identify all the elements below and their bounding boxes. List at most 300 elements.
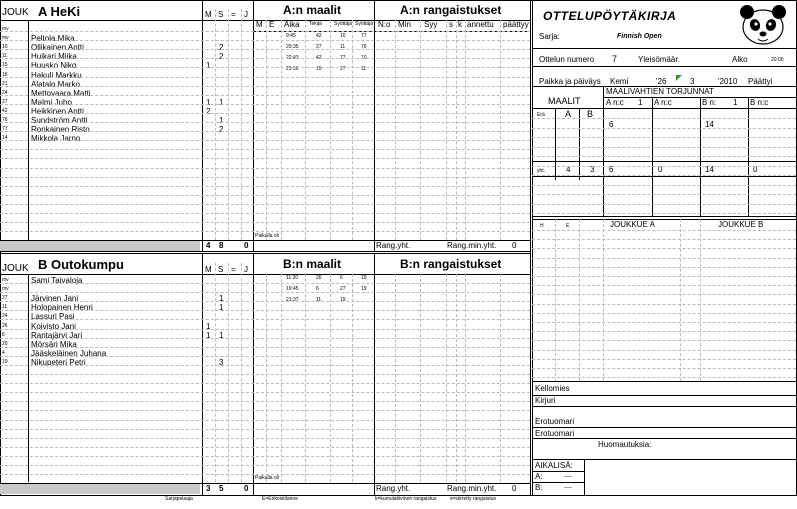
- grid-line: [532, 219, 796, 220]
- grid-line: [0, 58, 530, 59]
- grid-line: [500, 274, 501, 482]
- goal-assist-2: 10: [361, 55, 367, 61]
- timeout-a-value: ----: [564, 474, 572, 480]
- grid-line: [0, 338, 530, 339]
- grid-line: [532, 395, 796, 396]
- player-number: 26: [2, 322, 8, 329]
- goalie-a2-label: A n:c: [654, 98, 672, 107]
- player-number: 4: [2, 349, 5, 356]
- player-assists: 1: [219, 116, 224, 125]
- grid-line: [532, 204, 796, 205]
- grid-line: [28, 274, 29, 482]
- player-number: 10: [2, 44, 8, 51]
- grid-line: [700, 219, 701, 381]
- grid-line: [0, 356, 530, 357]
- goal-col-header: Syöttäjä: [355, 21, 374, 27]
- grid-line: [0, 483, 200, 494]
- grid-line: [0, 31, 530, 32]
- grid-line: [395, 274, 396, 482]
- goalie-b2-label: B n:c: [750, 98, 769, 107]
- goal-time: 21:37: [286, 297, 299, 303]
- player-number: mv: [2, 35, 9, 42]
- grid-line: [0, 168, 530, 169]
- player-number: 20: [2, 340, 8, 347]
- team-a-rang-min-val: 0: [512, 241, 517, 250]
- referee2-label: Erotuomari: [535, 429, 575, 438]
- team-b-hdr-m: M: [205, 265, 212, 274]
- grid-line: [0, 113, 530, 114]
- player-number: 77: [2, 126, 8, 133]
- grid-line: [0, 347, 530, 348]
- player-assists: 2: [219, 52, 224, 62]
- player-assists: 1: [219, 97, 224, 107]
- grid-line: [0, 231, 530, 232]
- grid-line: [0, 104, 530, 105]
- pen-col-header: N:o: [378, 20, 391, 29]
- date-year: '2010: [718, 77, 738, 86]
- goal-scorer: 27: [316, 44, 322, 50]
- grid-line: [456, 274, 457, 482]
- player-name: Rantajärvi Jari: [31, 330, 83, 340]
- total-a1-saves: 6: [609, 165, 614, 174]
- player-name: Ronkainen Risto: [31, 125, 90, 135]
- grid-line: [0, 49, 530, 50]
- player-number: 16: [2, 71, 8, 78]
- player-name: Järvinen Jani: [31, 294, 79, 304]
- place-date-label: Paikka ja päiväys: [539, 77, 601, 86]
- grid-line: [0, 20, 530, 21]
- player-name: Lassuri Pasi: [31, 312, 75, 322]
- grid-line: [330, 20, 331, 240]
- player-assists: 2: [219, 125, 224, 135]
- grid-line: [0, 429, 530, 430]
- goalie-a1-label: A n:c: [606, 98, 624, 107]
- player-name: Heikkinen Antti: [31, 106, 84, 116]
- grid-line: [281, 20, 282, 240]
- goal-assist-2: 19: [361, 286, 367, 292]
- grid-line: [532, 406, 796, 407]
- timeout-label: AIKALISÄ:: [535, 461, 573, 470]
- grid-line: [579, 219, 580, 381]
- player-name: Mikkola Jarno: [31, 134, 81, 144]
- team-a-total-s: 8: [219, 241, 224, 250]
- comment-flag-icon: [676, 75, 682, 81]
- grid-line: [395, 20, 396, 240]
- lineup-col-h: H: [540, 223, 544, 229]
- grid-line: [0, 240, 200, 251]
- grid-line: [0, 149, 530, 150]
- grid-line: [532, 331, 796, 332]
- grid-line: [0, 222, 530, 223]
- timeout-a-label: A:: [535, 472, 543, 481]
- grid-line: [532, 161, 796, 162]
- goal-col-header: E: [269, 20, 275, 29]
- footer-note-3: k=kumulatiivinen rangaistus: [375, 496, 437, 502]
- pen-col-header: Min: [398, 20, 411, 29]
- goal-time: 20:35: [286, 44, 299, 50]
- grid-line: [532, 166, 796, 167]
- footer-note-1: Sarjapelaaja: [165, 496, 193, 502]
- grid-line: [532, 368, 796, 369]
- total-goals-a: 4: [566, 165, 571, 174]
- total-goals-b: 3: [590, 165, 595, 174]
- grid-line: [532, 471, 584, 472]
- footer-note-2: E=Erikoistilanne: [262, 496, 298, 502]
- grid-line: [0, 495, 797, 496]
- grid-line: [28, 20, 29, 240]
- grid-line: [465, 274, 466, 482]
- team-a-name: A HeKi: [38, 4, 81, 19]
- player-goals: 2: [206, 106, 211, 116]
- player-name: Koivisto Jani: [31, 321, 76, 331]
- goal-scorer: 42: [316, 55, 322, 61]
- grid-line: [532, 294, 796, 295]
- grid-line: [532, 216, 796, 217]
- team-a-rang-yht: Rang.yht.: [376, 241, 411, 250]
- goalie-b1-number: 1: [733, 98, 738, 107]
- grid-line: [0, 420, 530, 421]
- grid-line: [241, 263, 242, 482]
- player-number: 24: [2, 313, 8, 320]
- grid-line: [215, 9, 216, 240]
- goalie-b1-saves: 14: [705, 120, 714, 129]
- team-b-name: B Outokumpu: [38, 257, 124, 272]
- lineup-col-e: E: [566, 223, 570, 229]
- grid-line: [352, 20, 353, 240]
- team-a-total-m: 4: [206, 241, 211, 250]
- grid-line: [532, 230, 796, 231]
- goal-assist-1: 6: [340, 275, 343, 281]
- grid-line: [532, 381, 796, 382]
- grid-line: [0, 438, 530, 439]
- player-name: Sundström Antti: [31, 116, 88, 125]
- grid-line: [0, 465, 530, 466]
- timekeeper-label: Kellomies: [535, 384, 570, 393]
- team-b-hdr-j: J: [244, 265, 248, 274]
- grid-line: [532, 340, 796, 341]
- grid-line: [305, 274, 306, 482]
- team-b-hdr-s: S: [218, 265, 224, 274]
- date-month: 3: [690, 77, 695, 86]
- grid-line: [532, 48, 796, 49]
- grid-line: [0, 186, 530, 187]
- player-assists: 3: [219, 357, 224, 367]
- grid-line: [0, 122, 530, 123]
- team-a-hdr-eq: =: [231, 10, 236, 19]
- goal-col-header: Syöttäjä: [334, 21, 353, 27]
- footer-note-4: s=siirretty rangaistus: [450, 496, 496, 502]
- total-b2-saves: 0: [753, 165, 758, 174]
- player-number: 11: [2, 53, 8, 60]
- goal-assist-2: 76: [361, 44, 367, 50]
- pen-col-header: päättyy: [503, 20, 529, 29]
- grid-line: [532, 118, 796, 119]
- remarks-label: Huomautuksia:: [598, 440, 652, 449]
- goal-time: 19:45: [286, 286, 299, 292]
- timeout-b-value: ----: [564, 485, 572, 491]
- panda-logo-icon: [734, 2, 792, 48]
- grid-line: [446, 20, 447, 240]
- grid-line: [253, 0, 254, 252]
- grid-line: [0, 283, 530, 284]
- audience-label: Yleisömäär.: [638, 55, 680, 64]
- sarja-value: Finnish Open: [617, 33, 662, 40]
- grid-line: [532, 248, 796, 249]
- grid-line: [0, 410, 530, 411]
- goal-assist-1: 27: [340, 286, 346, 292]
- grid-line: [465, 20, 466, 240]
- goal-scorer: 6: [316, 286, 319, 292]
- team-b-goals-title: B:n maalit: [283, 257, 342, 271]
- goal-time: 9:45: [286, 33, 296, 39]
- grid-line: [532, 377, 796, 378]
- player-goals: 1: [206, 97, 211, 107]
- goals-col-a: A: [565, 109, 572, 119]
- match-number-value: 7: [612, 54, 618, 64]
- grid-line: [532, 258, 796, 259]
- ended-label: Päättyi: [748, 77, 773, 86]
- player-number: 15: [2, 62, 8, 69]
- grid-line: [352, 274, 353, 482]
- goal-assist-2: 77: [361, 33, 367, 39]
- grid-line: [0, 447, 530, 448]
- goal-scorer: 15: [316, 66, 322, 72]
- team-b-pen-title: B:n rangaistukset: [400, 257, 502, 271]
- grid-line: [603, 86, 604, 216]
- grid-line: [0, 365, 530, 366]
- scorer-label: Kirjuri: [535, 396, 556, 405]
- grid-line: [420, 20, 421, 240]
- grid-line: [0, 140, 530, 141]
- grid-line: [603, 219, 604, 381]
- pen-col-header: k: [458, 20, 462, 29]
- player-assists: 2: [219, 43, 224, 53]
- player-number: 27: [2, 98, 8, 105]
- grid-line: [0, 40, 530, 41]
- team-b-total-m: 3: [206, 484, 211, 493]
- goal-scorer: 42: [316, 33, 322, 39]
- grid-line: [584, 459, 585, 496]
- player-name: Jääskeläinen Juhana: [31, 348, 107, 358]
- grid-line: [0, 0, 797, 1]
- grid-line: [0, 301, 530, 302]
- player-number: 14: [2, 135, 8, 142]
- player-name: Holopainen Henri: [31, 303, 93, 313]
- team-b-rang-min-val: 0: [512, 484, 517, 493]
- grid-line: [305, 20, 306, 240]
- team-b-rang-min: Rang.min.yht.: [447, 484, 497, 493]
- grid-line: [532, 267, 796, 268]
- grid-line: [532, 482, 584, 483]
- player-number: 6: [2, 331, 5, 338]
- player-goals: 1: [206, 330, 211, 340]
- grid-line: [532, 194, 796, 195]
- player-assists: 1: [219, 303, 224, 313]
- grid-line: [532, 108, 796, 109]
- player-name: Peltola Mika: [31, 34, 75, 44]
- grid-line: [0, 204, 530, 205]
- grid-line: [532, 66, 796, 67]
- grid-line: [532, 438, 796, 439]
- grid-line: [0, 131, 530, 132]
- team-a-goals-title: A:n maalit: [283, 3, 342, 17]
- goal-time: 11:20: [286, 275, 299, 281]
- place-value: Kemi: [610, 77, 629, 86]
- total-b1-saves: 14: [705, 165, 714, 174]
- match-number-label: Ottelun numero: [539, 55, 595, 64]
- grid-line: [0, 213, 530, 214]
- team-a-label: JOUK: [2, 7, 29, 18]
- goal-assist-2: 19: [361, 275, 367, 281]
- goalie-saves-title: MAALIVAHTIEN TORJUNNAT: [606, 87, 714, 96]
- player-name: Nikupeteri Petri: [31, 357, 86, 367]
- team-a-hdr-m: M: [205, 10, 212, 19]
- player-name: Hakuli Markku: [31, 70, 82, 80]
- grid-line: [228, 9, 229, 240]
- goal-assist-1: 77: [340, 55, 346, 61]
- goals-summary-title: MAALIT: [548, 96, 581, 106]
- grid-line: [0, 253, 530, 254]
- grid-line: [228, 263, 229, 482]
- grid-line: [374, 0, 375, 252]
- grid-line: [532, 276, 796, 277]
- player-number: mv: [2, 277, 9, 283]
- grid-line: [532, 459, 796, 460]
- goalie-b1-label: B n:: [702, 98, 717, 107]
- grid-line: [0, 77, 530, 78]
- goal-assist-1: 19: [340, 297, 346, 303]
- grid-line: [532, 176, 796, 177]
- grid-line: [532, 128, 796, 129]
- goalie-a1-number: 1: [638, 98, 643, 107]
- team-b-total-j: 0: [244, 484, 249, 493]
- grid-line: [281, 274, 282, 482]
- grid-line: [0, 240, 530, 241]
- team-b-total-s: 5: [219, 484, 224, 493]
- grid-line: [0, 456, 530, 457]
- player-number: 21: [2, 80, 8, 87]
- grid-line: [0, 274, 530, 275]
- player-number: mv: [2, 26, 9, 32]
- goal-col-header: Tekijä: [309, 21, 322, 27]
- player-assists: 1: [219, 330, 224, 340]
- player-name: Sami Taivaloja: [31, 276, 83, 285]
- goal-assist-2: 11: [361, 66, 367, 72]
- start-value: 20:00: [771, 57, 784, 63]
- team-a-hdr-j: J: [244, 10, 248, 19]
- grid-line: [241, 9, 242, 240]
- joukkue-b-title: JOUKKUE B: [718, 220, 764, 229]
- grid-line: [266, 274, 267, 482]
- joukkue-a-title: JOUKKUE A: [610, 220, 655, 229]
- grid-line: [0, 95, 530, 96]
- grid-line: [266, 20, 267, 240]
- grid-line: [0, 67, 530, 68]
- referee1-label: Erotuomari: [535, 417, 575, 426]
- grid-line: [532, 239, 796, 240]
- period-label: Erä: [537, 112, 545, 118]
- grid-line: [532, 304, 796, 305]
- team-a-hdr-s: S: [218, 10, 224, 19]
- goal-assist-1: 27: [340, 66, 346, 72]
- grid-line: [0, 310, 530, 311]
- player-number: 11: [2, 304, 8, 311]
- document-title: OTTELUPÖYTÄKIRJA: [543, 9, 677, 23]
- grid-line: [0, 483, 530, 484]
- grid-line: [0, 251, 530, 252]
- grid-line: [0, 401, 530, 402]
- player-name: Mörsäri Mika: [31, 339, 77, 349]
- player-name: Alatalo Marko: [31, 79, 80, 89]
- grid-line: [0, 292, 530, 293]
- grid-line: [215, 263, 216, 482]
- grid-line: [532, 137, 796, 138]
- pen-col-header: annettu: [467, 20, 494, 29]
- player-number: 24: [2, 89, 8, 96]
- player-number: 76: [2, 117, 8, 123]
- grid-line: [0, 195, 530, 196]
- grid-line: [0, 474, 530, 475]
- goal-col-header: M: [256, 20, 263, 29]
- grid-line: [680, 219, 681, 381]
- team-b-rang-yht: Rang.yht.: [376, 484, 411, 493]
- player-name: Malmi Juho: [31, 97, 72, 107]
- sarja-label: Sarja:: [539, 32, 560, 41]
- player-name: Huusko Niko: [31, 61, 77, 71]
- player-name: Huikari Miika: [31, 52, 77, 62]
- player-goals: 1: [206, 61, 211, 71]
- timeout-b-label: B:: [535, 483, 543, 492]
- player-assists: 1: [219, 294, 224, 304]
- goalie-a1-saves: 6: [609, 120, 614, 129]
- grid-line: [532, 213, 796, 214]
- player-name: Mettovaara Matti: [31, 88, 91, 98]
- player-name: Ollikainen Antti: [31, 43, 84, 53]
- grid-line: [530, 0, 531, 496]
- grid-line: [532, 359, 796, 360]
- grid-line: [202, 0, 203, 252]
- grid-line: [0, 86, 530, 87]
- player-number: mv: [2, 286, 9, 293]
- grid-line: [532, 322, 796, 323]
- player-number: 42: [2, 107, 8, 114]
- grid-line: [500, 20, 501, 240]
- grid-line: [420, 274, 421, 482]
- pen-col-header: Syy: [424, 20, 438, 29]
- grid-line: [532, 156, 796, 157]
- start-label: Alko: [732, 55, 748, 64]
- grid-line: [532, 147, 796, 148]
- grid-line: [532, 86, 796, 87]
- grid-line: [330, 274, 331, 482]
- goal-scorer: 26: [316, 275, 322, 281]
- total-a2-saves: 0: [658, 165, 663, 174]
- team-b-hdr-eq: =: [231, 265, 236, 274]
- goal-time: 23:56: [286, 66, 299, 72]
- team-b-paikalla: Paikalla oli: [255, 475, 279, 481]
- date-day: '26: [656, 77, 667, 86]
- grid-line: [456, 20, 457, 240]
- grid-line: [532, 350, 796, 351]
- grid-line: [555, 219, 556, 381]
- grid-line: [0, 374, 530, 375]
- player-number: 27: [2, 295, 8, 302]
- goal-assist-1: 10: [340, 33, 346, 39]
- team-a-paikalla: Paikalla oli: [255, 233, 279, 239]
- team-a-rang-min: Rang.min.yht.: [447, 241, 497, 250]
- player-number: 19: [2, 358, 8, 365]
- goal-assist-1: 11: [340, 44, 346, 50]
